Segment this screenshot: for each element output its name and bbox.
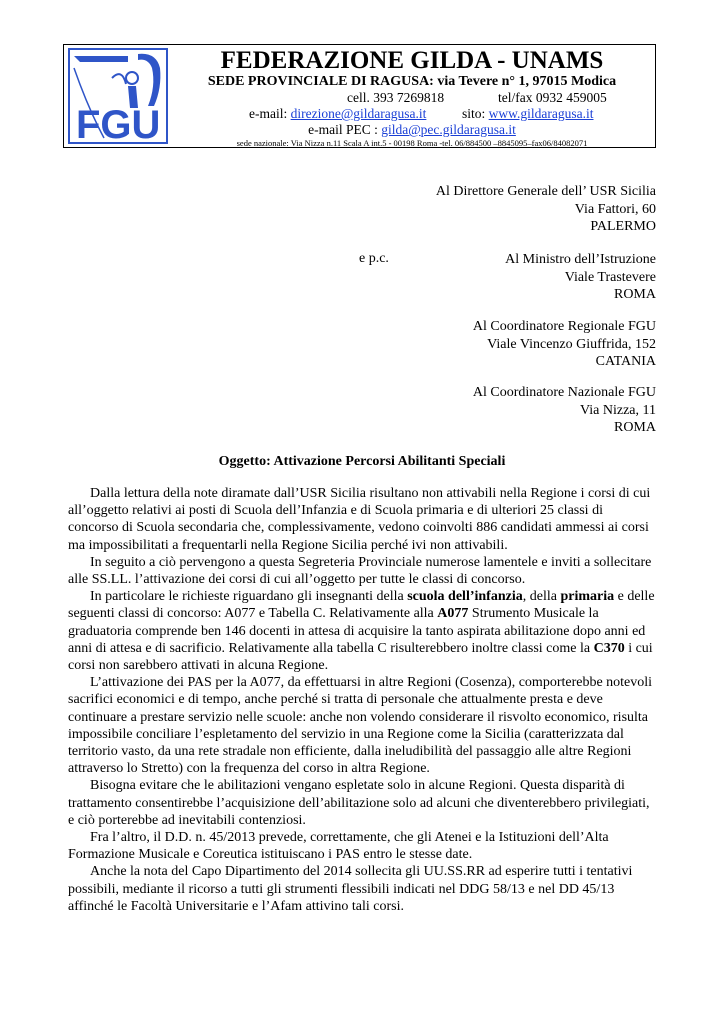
recipient-line: Al Coordinatore Nazionale FGU <box>472 385 656 400</box>
sede-provinciale: SEDE PROVINCIALE DI RAGUSA: via Tevere n° 1, 97015 Modica <box>207 74 617 89</box>
recipient-line: Viale Vincenzo Giuffrida, 152 <box>487 336 656 352</box>
paragraph: Fra l’altro, il D.D. n. 45/2013 prevede, correttamente, che gli Atenei e la Istituzioni dell’Alta Formazione Musicale e Coreutica istituiscano i PAS entro le stesse date. <box>68 830 609 863</box>
phone-line <box>172 90 652 106</box>
email-label: e-mail: <box>249 106 288 121</box>
cell-number: cell. 393 7269818 <box>347 90 445 105</box>
sede-nazionale: sede nazionale: Via Nizza n.11 Scala A int.5 - 00198 Roma -tel. 06/884500 –8845095–fax06/84082071 <box>236 138 588 148</box>
letterhead <box>63 44 656 148</box>
org-title: FEDERAZIONE GILDA - UNAMS <box>220 47 604 74</box>
paragraph: In seguito a ciò pervengono a questa Segreteria Provinciale numerose lamentele e inviti a sollecitare alle SS.LL. l’attivazione dei corsi di cui all’oggetto per tutte le classi di concorso. <box>68 554 652 588</box>
recipient-line: ROMA <box>613 420 656 435</box>
recipient-line: ROMA <box>613 287 656 302</box>
recipient-usr <box>436 183 656 236</box>
site-link[interactable]: www.gildaragusa.it <box>488 106 594 121</box>
recipient-line: CATANIA <box>595 354 656 369</box>
epc-label: e p.c. <box>359 251 389 266</box>
pec-line <box>172 122 652 138</box>
recipient-coord-nazionale <box>473 384 656 437</box>
recipient-line: Al Ministro dell’Istruzione <box>505 252 656 267</box>
paragraph: Dalla lettura della note diramate dall’USR Sicilia risultano non attivabili nella Regione i corsi di cui all’oggetto relativi ai posti di Scuola dell’Infanzia e di Scuola primaria e di ulteriori 25 classi di concorso di Scuola secondaria che, complessivamente, vedono coinvolti 886 candidati ammessi ai corsi ma impossibilitati a frequentarli nella Regione Sicilia perché ivi non attivabili. <box>68 486 651 553</box>
recipient-line: Al Direttore Generale dell’ USR Sicilia <box>435 184 656 199</box>
recipient-line: Via Fattori, 60 <box>574 201 656 217</box>
paragraph: L’attivazione dei PAS per la A077, da effettuarsi in altre Regioni (Cosenza), comporterebbe notevoli sacrifici economici e di tempo, anche perché si tratta di personale che attualmente presta e deve continuare a prestare servizio nelle scuole: anche non volendo considerare il risvolto economico, risulta impossibile conciliare l’espletamento del servizio in una Regione come la Sicilia (caratterizzata dal territorio vasto, da una rete stradale non efficiente, dalla ineludibilità del passaggio alle altre Regioni attraverso lo Stretto) con la frequenza del corso in altra Regione. <box>68 675 653 777</box>
pec-label: e-mail PEC : <box>308 122 378 137</box>
paragraph: Anche la nota del Capo Dipartimento del 2014 sollecita gli UU.SS.RR ad esperire tutti i tentativi possibili, mediante il ricorso a tutti gli strumenti flessibili indicati nel DDG 58/13 e nel DD 45/13 affinché le Facoltà Universitarie e l’Afam attivino tali corsi. <box>68 864 633 914</box>
recipient-coord-regionale <box>473 318 656 371</box>
recipient-line: Al Coordinatore Regionale FGU <box>472 319 656 334</box>
recipient-line: PALERMO <box>590 219 656 234</box>
recipient-line: Viale Trastevere <box>564 269 656 285</box>
recipient-line: Via Nizza, 11 <box>580 402 656 418</box>
email-link[interactable]: direzione@gildaragusa.it <box>290 106 427 121</box>
recipient-ministro <box>505 251 656 304</box>
letter-body <box>68 485 656 915</box>
paragraph: Bisogna evitare che le abilitazioni vengano espletate solo in alcune Regioni. Questa disparità di trattamento consentirebbe l’acquisizione dell’abilitazione solo ad alcuni che diventerebbero privilegiati, e ciò porterebbe ad inevitabili contenziosi. <box>68 778 650 828</box>
tel-fax: tel/fax 0932 459005 <box>498 90 607 105</box>
logo-text: FGU <box>76 103 161 144</box>
email-line <box>172 106 652 122</box>
paragraph: In particolare le richieste riguardano gli insegnanti della scuola dell’infanzia, della primaria e delle seguenti classi di concorso: A077 e Tabella C. Relativamente alla A077 Strumento Musicale la graduatoria comprende ben 146 docenti in attesa di acquisire la tanto aspirata abilitazione dopo anni ed anni di attesa e di sacrificio. Relativamente alla tabella C risulterebbero inoltre classi come la C370 i cui corsi non sarebbero attivati in alcuna Regione. <box>68 589 655 674</box>
fgu-logo <box>68 48 168 144</box>
pec-link[interactable]: gilda@pec.gildaragusa.it <box>381 122 516 137</box>
site-label: sito: <box>462 106 486 121</box>
subject-line: Oggetto: Attivazione Percorsi Abilitanti Speciali <box>218 454 506 469</box>
